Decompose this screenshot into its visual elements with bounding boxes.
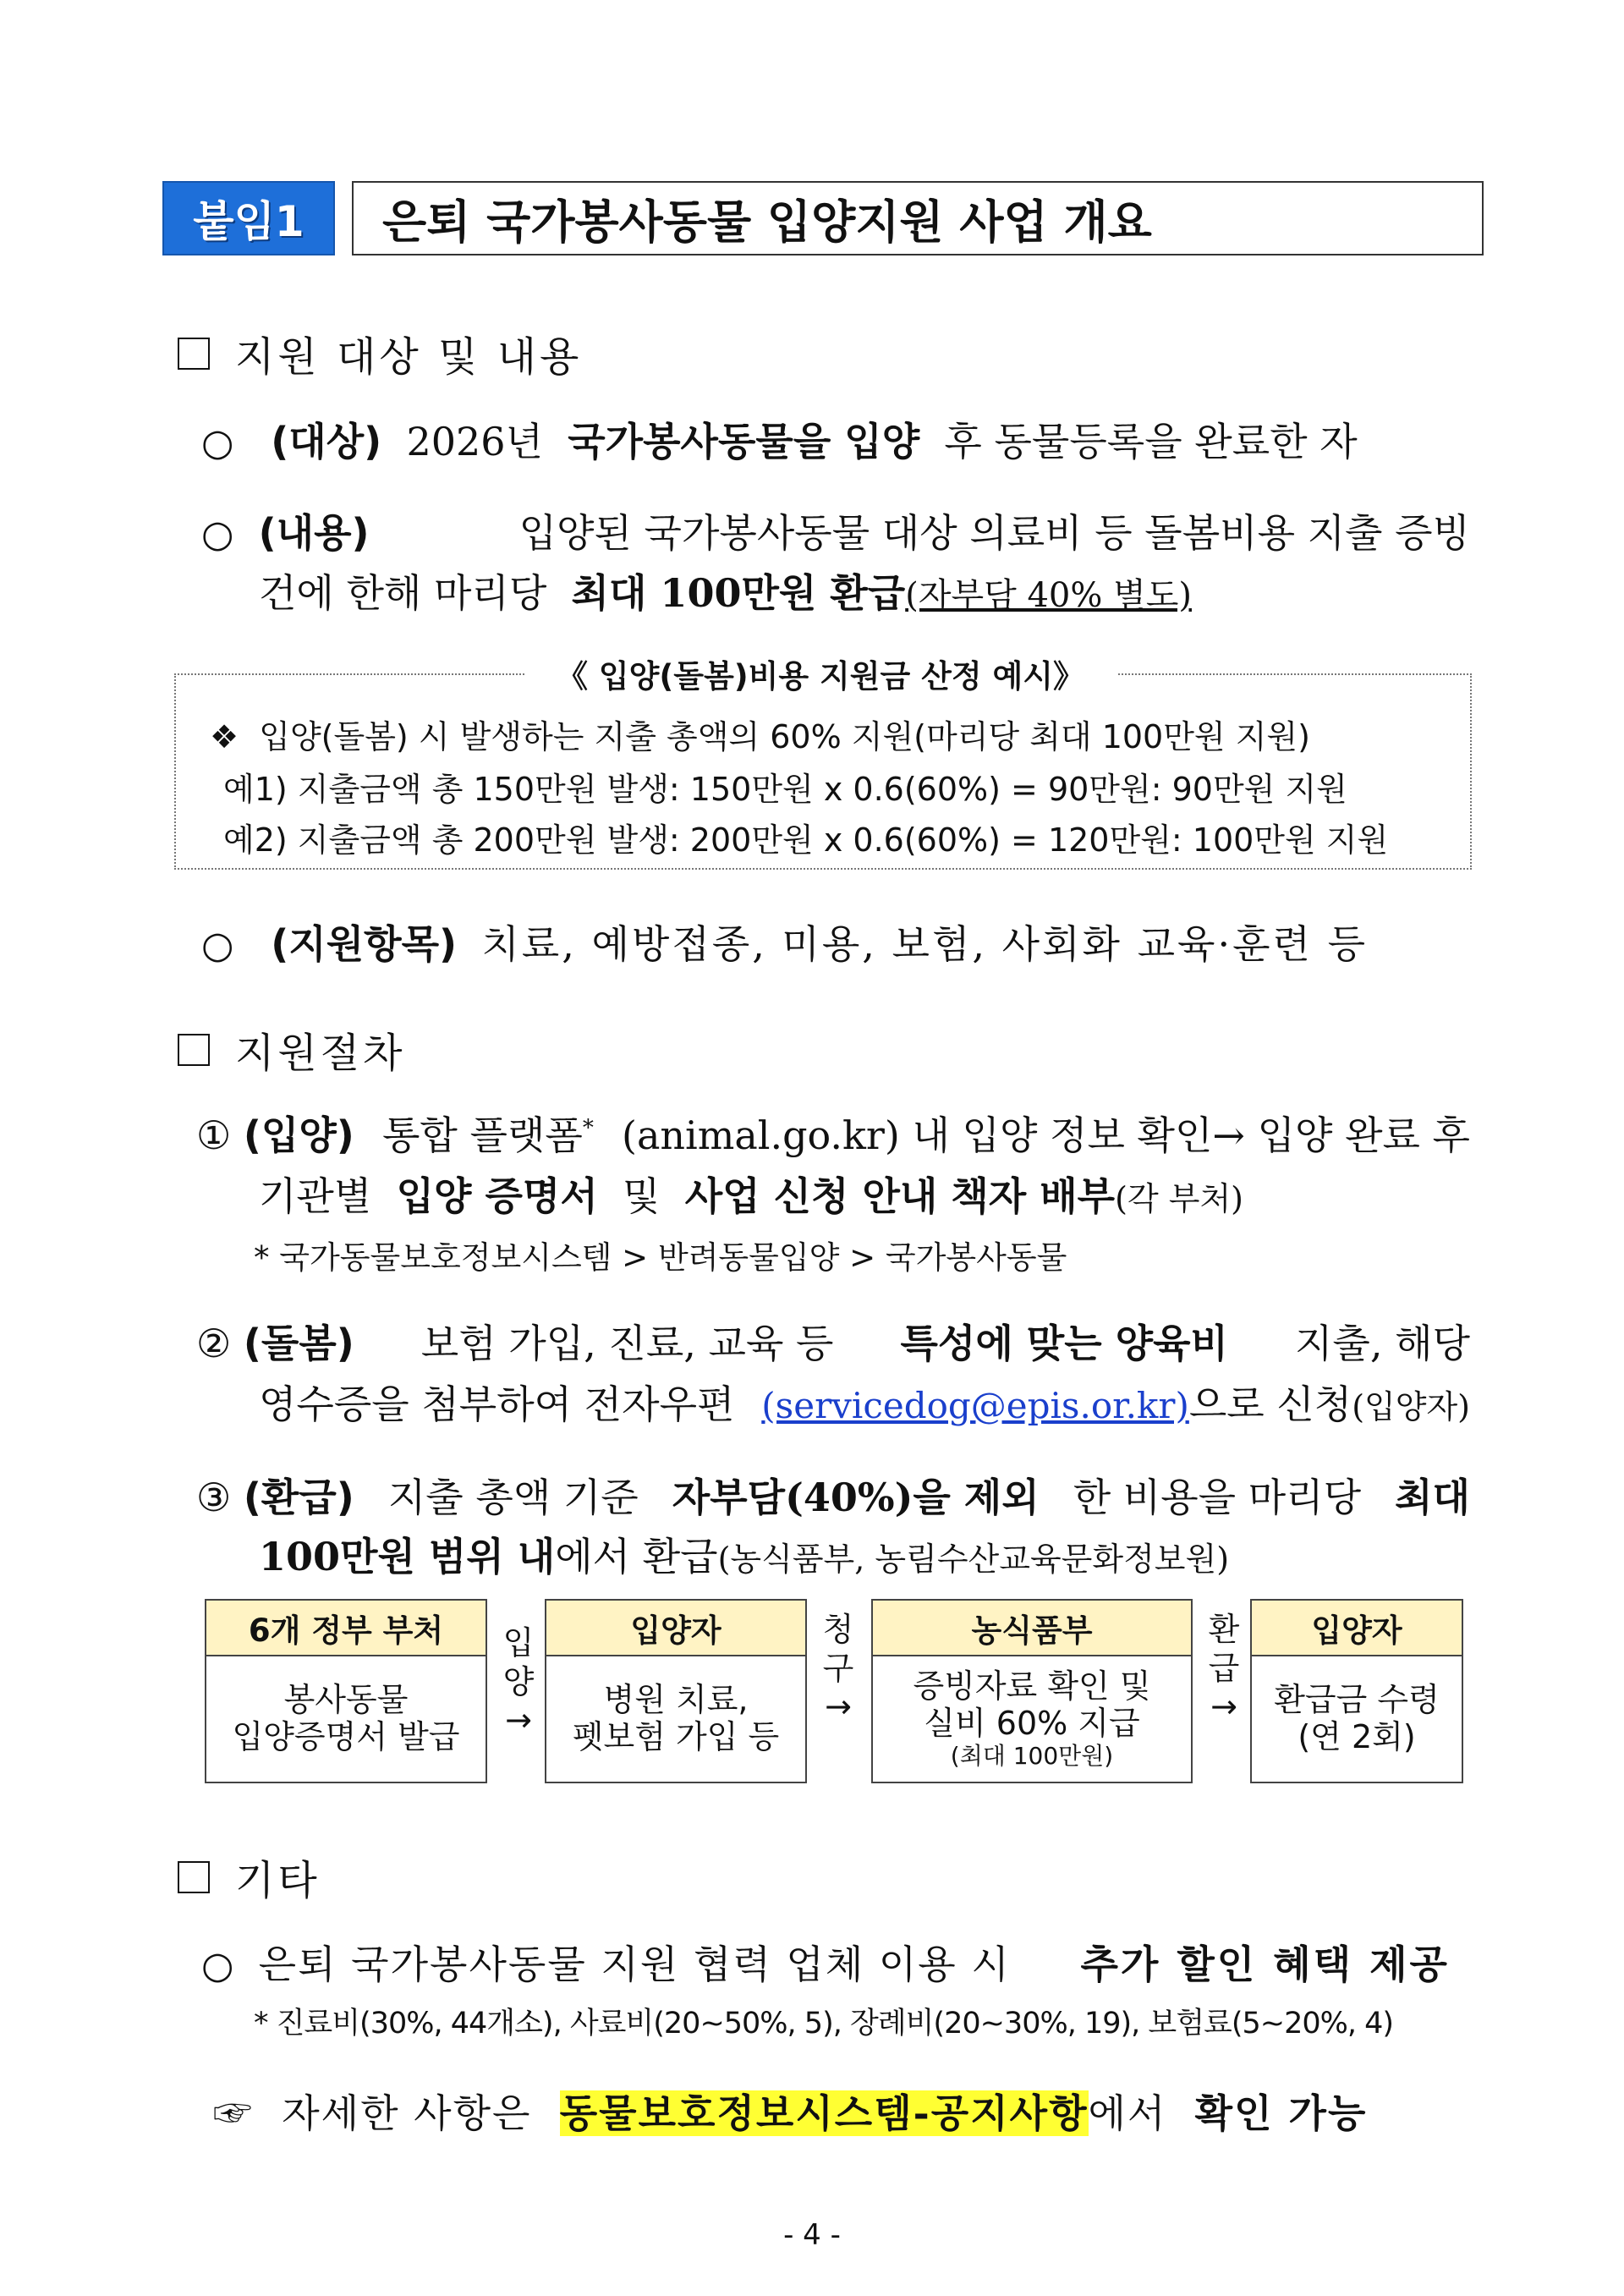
step-bold: 100만원 범위 내: [259, 1534, 556, 1579]
step-text: 으로 신청: [1188, 1381, 1352, 1427]
flow-box-sub: (최대 100만원): [950, 1741, 1114, 1770]
flow-box-body: [873, 1656, 1191, 1782]
step-label: (입양): [243, 1112, 354, 1158]
flow-box-line: 증빙자료 확인 및: [913, 1667, 1151, 1706]
flow-box-adopter: [545, 1599, 807, 1783]
flow-box-line: 봉사동물: [283, 1681, 409, 1719]
bullet-icon: ○: [201, 1944, 234, 1987]
bullet-icon: ○: [201, 924, 234, 967]
example-line1: [210, 711, 1310, 757]
item-note: (자부담 40% 별도): [905, 576, 1192, 615]
step-bold: 최대: [1395, 1475, 1470, 1520]
checkbox-icon: [178, 1034, 210, 1066]
step-text: 영수증을 첨부하여 전자우편: [259, 1381, 735, 1427]
item-label: (대상): [271, 419, 382, 464]
pointer-bold: 확인 가능: [1194, 2090, 1368, 2136]
other-pointer: [213, 2083, 1367, 2139]
flow-box-head: 농식품부: [873, 1601, 1191, 1656]
arrow-right-icon: →: [825, 1688, 852, 1726]
item-text: 치료, 예방접종, 미용, 보험, 사회화 교육·훈련 등: [481, 921, 1369, 967]
example-text: 입양(돌봄) 시 발생하는 지출 총액의 60% 지원(마리당 최대 100만원 지원): [259, 718, 1310, 755]
flow-box-head: 입양자: [1252, 1601, 1462, 1656]
item-text: 건에 한해 마리당: [259, 570, 547, 616]
pointer-text: 자세한 사항은: [282, 2090, 532, 2136]
step-text: 보험 가입, 진료, 교육 등: [420, 1321, 834, 1366]
step3-line1: [196, 1467, 1470, 1523]
flow-box-line: (연 2회): [1298, 1718, 1416, 1755]
flow-connector-claim: [817, 1611, 859, 1727]
item-text: 2026년: [406, 419, 543, 464]
checkbox-icon: [178, 338, 210, 370]
other-item1: [201, 1934, 1450, 1990]
footnote-mark: *: [582, 1115, 594, 1141]
diamond-bullet-icon: ❖: [210, 718, 239, 755]
flow-box-line: 펫보험 가입 등: [572, 1718, 780, 1755]
item-text: 후 동물등록을 완료한 자: [944, 419, 1358, 464]
step-number: ①: [196, 1112, 232, 1158]
step-number: ②: [196, 1321, 232, 1366]
flow-box-ministries: [205, 1599, 487, 1783]
item-label: (내용): [258, 510, 370, 556]
email-link[interactable]: (servicedog@epis.or.kr): [761, 1385, 1189, 1426]
connector-char: 양: [502, 1662, 535, 1700]
connector-char: 구: [822, 1649, 854, 1687]
step1-line2: [259, 1166, 1243, 1222]
step-bold: 사업 신청 안내 책자 배부: [684, 1173, 1116, 1219]
flow-box-mafra: [871, 1599, 1193, 1783]
step-number: ③: [196, 1475, 232, 1520]
step-label: (환급): [243, 1475, 354, 1520]
item-bold: 추가 할인 혜택 제공: [1080, 1942, 1450, 1987]
flow-connector-refund: [1203, 1611, 1245, 1727]
step3-line2: [259, 1526, 1229, 1582]
arrow-right-icon: →: [1210, 1688, 1237, 1726]
item-text: 입양된 국가봉사동물 대상 의료비 등 돌봄비용 지출 증빙: [518, 510, 1470, 556]
flow-box-body: [206, 1656, 486, 1782]
step-note: (입양자): [1352, 1388, 1470, 1425]
section-heading-text: 지원 대상 및 내용: [235, 333, 583, 381]
step-text: 한 비용을 마리당: [1073, 1475, 1362, 1520]
step-text: (animal.go.kr) 내 입양 정보 확인→ 입양 완료 후: [622, 1112, 1470, 1158]
flow-box-body: [1252, 1656, 1462, 1782]
flow-box-body: [546, 1656, 805, 1782]
section-heading-support: [178, 324, 582, 382]
item-content-line1: [201, 503, 1470, 558]
step-bold: 자부담(40%)을 제외: [672, 1475, 1040, 1520]
page-title: [352, 181, 1484, 255]
step-label: (돌봄): [243, 1321, 354, 1366]
item-support-items: [201, 914, 1470, 969]
arrow-right-icon: →: [505, 1701, 532, 1739]
flow-box-line: 병원 치료,: [603, 1681, 749, 1719]
step-bold: 특성에 맞는 양육비: [900, 1321, 1228, 1366]
page-title-text: 은퇴 국가봉사동물 입양지원 사업 개요: [382, 195, 1152, 249]
step2-line1: [196, 1313, 1470, 1369]
connector-char: 급: [1208, 1649, 1240, 1687]
step-note: (각 부처): [1115, 1180, 1243, 1217]
step2-line2: [259, 1374, 1470, 1430]
section-heading-procedure: [178, 1020, 405, 1079]
highlighted-link-text: 동물보호정보시스템-공지사항: [559, 2090, 1089, 2136]
step-text: 통합 플랫폼: [382, 1112, 583, 1158]
connector-char: 청: [822, 1611, 854, 1648]
other-footnote: * 진료비(30%, 44개소), 사료비(20~50%, 5), 장례비(20~30%, 19), 보험료(5~20%, 4): [254, 2007, 1394, 2041]
checkbox-icon: [178, 1861, 210, 1893]
flow-connector-adopt: [497, 1624, 540, 1740]
section-heading-text: 지원절차: [235, 1030, 406, 1077]
step-text: 기관별: [259, 1173, 372, 1219]
item-text: 은퇴 국가봉사동물 지원 협력 업체 이용 시: [258, 1942, 1011, 1987]
example-line3: 예2) 지출금액 총 200만원 발생: 200만원 x 0.6(60%) = 120만원: 100만원 지원: [223, 821, 1389, 859]
pointing-hand-icon: ☞: [213, 2090, 254, 2136]
example-line2: 예1) 지출금액 총 150만원 발생: 150만원 x 0.6(60%) = 90만원: 90만원 지원: [223, 771, 1347, 808]
flow-box-head: 6개 정부 부처: [206, 1601, 486, 1656]
example-title: 《 입양(돌봄)비용 지원금 산정 예시》: [524, 650, 1116, 697]
flow-box-head: 입양자: [546, 1601, 805, 1656]
flow-box-adopter-refund: [1250, 1599, 1463, 1783]
connector-char: 환: [1208, 1611, 1240, 1648]
step1-footnote: * 국가동물보호정보시스템 > 반려동물입양 > 국가봉사동물: [254, 1239, 1067, 1276]
item-content-line2: [259, 563, 1192, 618]
step-note: (농식품부, 농림수산교육문화정보원): [717, 1541, 1230, 1578]
flow-box-line: 환급금 수령: [1274, 1681, 1440, 1719]
step-bold: 입양 증명서: [396, 1173, 598, 1219]
step-text: 지출 총액 기준: [387, 1475, 639, 1520]
step-text: 및: [623, 1173, 661, 1219]
flow-box-line: 실비 60% 지급: [924, 1704, 1140, 1742]
section-heading-other: [178, 1848, 321, 1906]
step1-line1: [196, 1105, 1470, 1161]
step-text: 지출, 해당: [1295, 1321, 1470, 1366]
step-text: 에서 환급: [555, 1534, 718, 1579]
connector-char: 입: [502, 1624, 535, 1662]
attachment-badge: 붙임1: [162, 181, 335, 255]
item-label: (지원항목): [271, 921, 458, 967]
bullet-icon: ○: [201, 513, 234, 556]
item-bold: 국가봉사동물을 입양: [568, 419, 920, 464]
section-heading-text: 기타: [235, 1857, 321, 1904]
flow-box-line: 입양증명서 발급: [232, 1718, 460, 1755]
bullet-icon: ○: [201, 421, 234, 464]
item-target: [201, 411, 1470, 467]
item-bold: 최대 100만원 환급: [571, 570, 906, 616]
pointer-text: 에서: [1088, 2090, 1167, 2136]
page-number: - 4 -: [783, 2218, 841, 2252]
